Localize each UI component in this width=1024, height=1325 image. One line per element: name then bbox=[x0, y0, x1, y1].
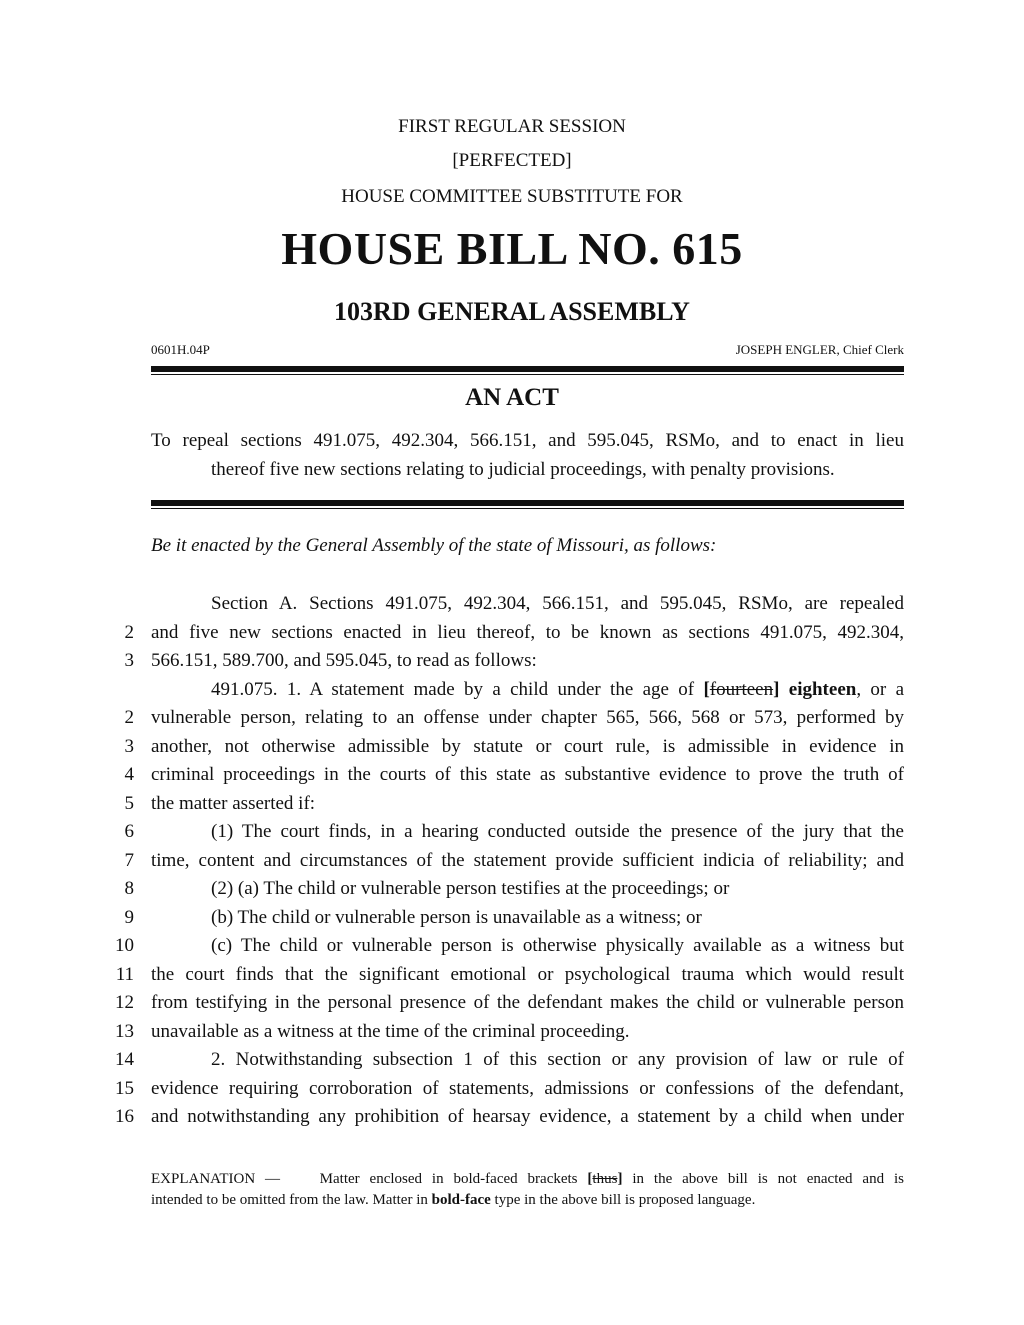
explanation-part-1: Matter enclosed in bold-faced brackets bbox=[319, 1171, 588, 1187]
body-line bbox=[0, 704, 1024, 733]
line-text: criminal proceedings in the courts of this state as substantive evidence to prove the truth of bbox=[151, 764, 904, 785]
line-text: 566.151, 589.700, and 595.045, to read as follows: bbox=[151, 650, 537, 671]
explanation-note bbox=[151, 1169, 904, 1211]
body-line bbox=[0, 590, 1024, 619]
substitute-label: HOUSE COMMITTEE SUBSTITUTE FOR bbox=[341, 186, 683, 207]
body-line bbox=[0, 847, 1024, 876]
explanation-label: EXPLANATION — bbox=[151, 1171, 281, 1187]
line-text: vulnerable person, relating to an offense under chapter 565, 566, 568 or 573, performed by bbox=[151, 707, 904, 728]
chief-clerk: JOSEPH ENGLER, Chief Clerk bbox=[735, 342, 904, 357]
bill-code: 0601H.04P bbox=[151, 342, 210, 357]
line-text: from testifying in the personal presence of the defendant makes the child or vulnerable person bbox=[151, 992, 904, 1013]
bottom-rule bbox=[151, 500, 904, 509]
line-number: 4 bbox=[124, 764, 134, 785]
body-line bbox=[0, 790, 1024, 819]
inserted-text: eighteen bbox=[779, 678, 857, 700]
line-number: 10 bbox=[115, 935, 134, 956]
body-line bbox=[0, 676, 1024, 705]
line-text: unavailable as a witness at the time of the criminal proceeding. bbox=[151, 1020, 630, 1042]
explanation-part-3: intended to be omitted from the law. Matter in bbox=[151, 1192, 432, 1208]
line-number: 12 bbox=[115, 992, 134, 1013]
act-title-line-1: To repeal sections 491.075, 492.304, 566.151, and 595.045, RSMo, and to enact in lieu bbox=[151, 430, 904, 451]
body-line bbox=[0, 647, 1024, 676]
explanation-line-1 bbox=[151, 1169, 904, 1190]
body-line bbox=[0, 619, 1024, 648]
line-text: (2) (a) The child or vulnerable person testifies at the proceedings; or bbox=[211, 878, 730, 899]
bracket-open: [ bbox=[703, 678, 710, 700]
line-text: the court finds that the significant emotional or psychological trauma which would result bbox=[151, 963, 904, 985]
line-number: 8 bbox=[124, 878, 134, 899]
line-text: and notwithstanding any prohibition of hearsay evidence, a statement by a child when under bbox=[151, 1106, 904, 1127]
line-number: 14 bbox=[115, 1049, 134, 1070]
line-text: (1) The court finds, in a hearing conducted outside the presence of the jury that the bbox=[211, 821, 904, 842]
line-number: 3 bbox=[124, 735, 134, 757]
line-text: (b) The child or vulnerable person is unavailable as a witness; or bbox=[211, 906, 702, 928]
deleted-text: fourteen bbox=[709, 678, 774, 700]
session-label: FIRST REGULAR SESSION bbox=[398, 116, 626, 137]
status-label: [PERFECTED] bbox=[452, 150, 572, 171]
act-title-line-2: thereof five new sections relating to judicial proceedings, with penalty provisions. bbox=[211, 459, 835, 480]
line-text: the matter asserted if: bbox=[151, 792, 316, 814]
bracket-close: ] bbox=[773, 678, 780, 700]
line-number: 2 bbox=[124, 707, 134, 728]
line-text: evidence requiring corroboration of statements, admissions or confessions of the defendant, bbox=[151, 1077, 904, 1099]
body-line bbox=[0, 1103, 1024, 1132]
line-number: 7 bbox=[124, 849, 134, 871]
bold-face-example: bold-face bbox=[431, 1192, 491, 1208]
example-deleted-text: thus bbox=[592, 1171, 618, 1187]
explanation-line-2 bbox=[151, 1190, 904, 1211]
enacting-clause: Be it enacted by the General Assembly of the state of Missouri, as follows: bbox=[151, 535, 717, 556]
line-number: 5 bbox=[124, 792, 134, 814]
bill-body bbox=[0, 590, 1024, 1132]
body-line bbox=[0, 1018, 1024, 1047]
line-number: 13 bbox=[115, 1020, 134, 1042]
body-line bbox=[0, 1046, 1024, 1075]
line-text: and five new sections enacted in lieu thereof, to be known as sections 491.075, 492.304, bbox=[151, 621, 904, 643]
line-number: 6 bbox=[124, 821, 134, 842]
line-number: 15 bbox=[115, 1077, 134, 1099]
line-text: (c) The child or vulnerable person is otherwise physically available as a witness but bbox=[211, 935, 904, 956]
line-number: 11 bbox=[115, 963, 134, 985]
body-line bbox=[0, 875, 1024, 904]
body-line bbox=[0, 989, 1024, 1018]
body-line bbox=[0, 932, 1024, 961]
example-bracket-open: [ bbox=[587, 1171, 593, 1187]
body-line bbox=[0, 733, 1024, 762]
top-rule bbox=[151, 366, 904, 375]
line-number: 9 bbox=[124, 906, 134, 928]
body-line bbox=[0, 818, 1024, 847]
example-bracket-close: ] bbox=[617, 1171, 623, 1187]
line-text: Section A. Sections 491.075, 492.304, 566.151, and 595.045, RSMo, are repealed bbox=[211, 593, 904, 614]
section-491-intro: 491.075. 1. A statement made by a child under the age of bbox=[211, 678, 704, 700]
act-heading: AN ACT bbox=[465, 384, 559, 411]
line-text: another, not otherwise admissible by statute or court rule, is admissible in evidence in bbox=[151, 735, 904, 757]
explanation-part-2: in the above bill is not enacted and is bbox=[622, 1171, 904, 1187]
line-number: 16 bbox=[115, 1106, 134, 1127]
section-491-intro-end: , or a bbox=[856, 678, 905, 700]
bill-title: HOUSE BILL NO. 615 bbox=[281, 223, 743, 274]
body-line bbox=[0, 761, 1024, 790]
body-line bbox=[0, 1075, 1024, 1104]
explanation-part-4: type in the above bill is proposed language. bbox=[490, 1192, 756, 1208]
body-line bbox=[0, 904, 1024, 933]
line-text-amended bbox=[211, 676, 904, 705]
act-title bbox=[151, 426, 904, 484]
assembly-label: 103RD GENERAL ASSEMBLY bbox=[334, 297, 690, 326]
line-text: time, content and circumstances of the statement provide sufficient indicia of reliability; and bbox=[151, 849, 904, 871]
line-text: 2. Notwithstanding subsection 1 of this section or any provision of law or rule of bbox=[211, 1049, 904, 1070]
line-number: 3 bbox=[124, 650, 134, 671]
line-number: 2 bbox=[124, 621, 134, 643]
body-line bbox=[0, 961, 1024, 990]
